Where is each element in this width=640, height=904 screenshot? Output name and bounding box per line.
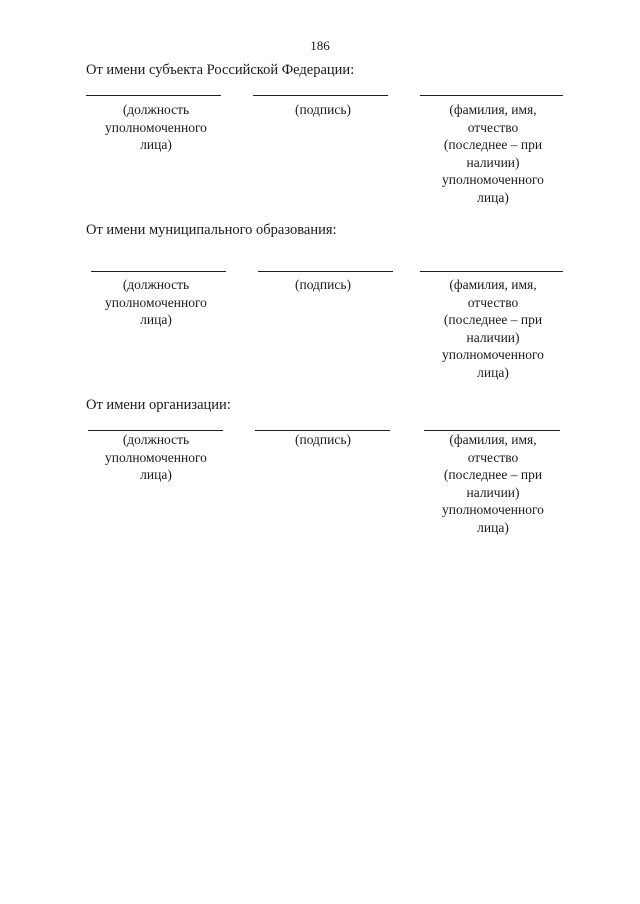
caption-line: (должность — [122, 102, 190, 117]
caption-line: (фамилия, имя, — [449, 277, 537, 292]
position-caption — [86, 276, 226, 329]
caption-line: наличии) — [466, 154, 520, 170]
caption-line: (подпись) — [294, 102, 352, 117]
caption-line: (последнее – при — [443, 137, 543, 152]
name-caption — [418, 101, 568, 206]
position-signature-line — [91, 271, 226, 272]
position-caption — [86, 101, 226, 154]
caption-line: отчество — [467, 449, 519, 465]
caption-line: отчество — [467, 294, 519, 310]
caption-line: наличии) — [466, 329, 520, 345]
signature-caption — [253, 431, 393, 449]
name-caption — [418, 276, 568, 381]
position-signature-line — [86, 95, 221, 96]
caption-line: (должность — [122, 277, 190, 292]
name-signature-line — [420, 95, 563, 96]
signature-caption — [253, 101, 393, 119]
caption-line: лица) — [140, 312, 172, 327]
caption-line: (фамилия, имя, — [449, 102, 537, 117]
caption-line: лица) — [140, 467, 172, 482]
signature-line — [258, 271, 393, 272]
caption-line: лица) — [477, 519, 509, 535]
name-signature-line — [420, 271, 563, 272]
caption-line: уполномоченного — [105, 294, 207, 310]
caption-line: уполномоченного — [442, 502, 544, 517]
caption-line: отчество — [467, 119, 519, 135]
name-caption — [418, 431, 568, 536]
caption-line: (последнее – при — [443, 467, 543, 482]
caption-line: (фамилия, имя, — [449, 432, 537, 447]
section-heading: От имени организации: — [86, 397, 231, 413]
page-number: 186 — [310, 38, 330, 53]
caption-line: (последнее – при — [443, 312, 543, 327]
caption-line: уполномоченного — [105, 449, 207, 465]
caption-line: (подпись) — [294, 432, 352, 447]
position-caption — [86, 431, 226, 484]
section-heading: От имени субъекта Российской Федерации: — [86, 62, 355, 78]
caption-line: лица) — [477, 189, 509, 205]
caption-line: (подпись) — [294, 277, 352, 292]
caption-line: (должность — [122, 432, 190, 447]
section-heading: От имени муниципального образования: — [86, 222, 337, 238]
caption-line: лица) — [477, 364, 509, 380]
caption-line: наличии) — [466, 484, 520, 500]
caption-line: лица) — [140, 137, 172, 152]
caption-line: уполномоченного — [105, 119, 207, 135]
signature-caption — [253, 276, 393, 294]
signature-line — [253, 95, 388, 96]
caption-line: уполномоченного — [442, 347, 544, 362]
caption-line: уполномоченного — [442, 172, 544, 187]
